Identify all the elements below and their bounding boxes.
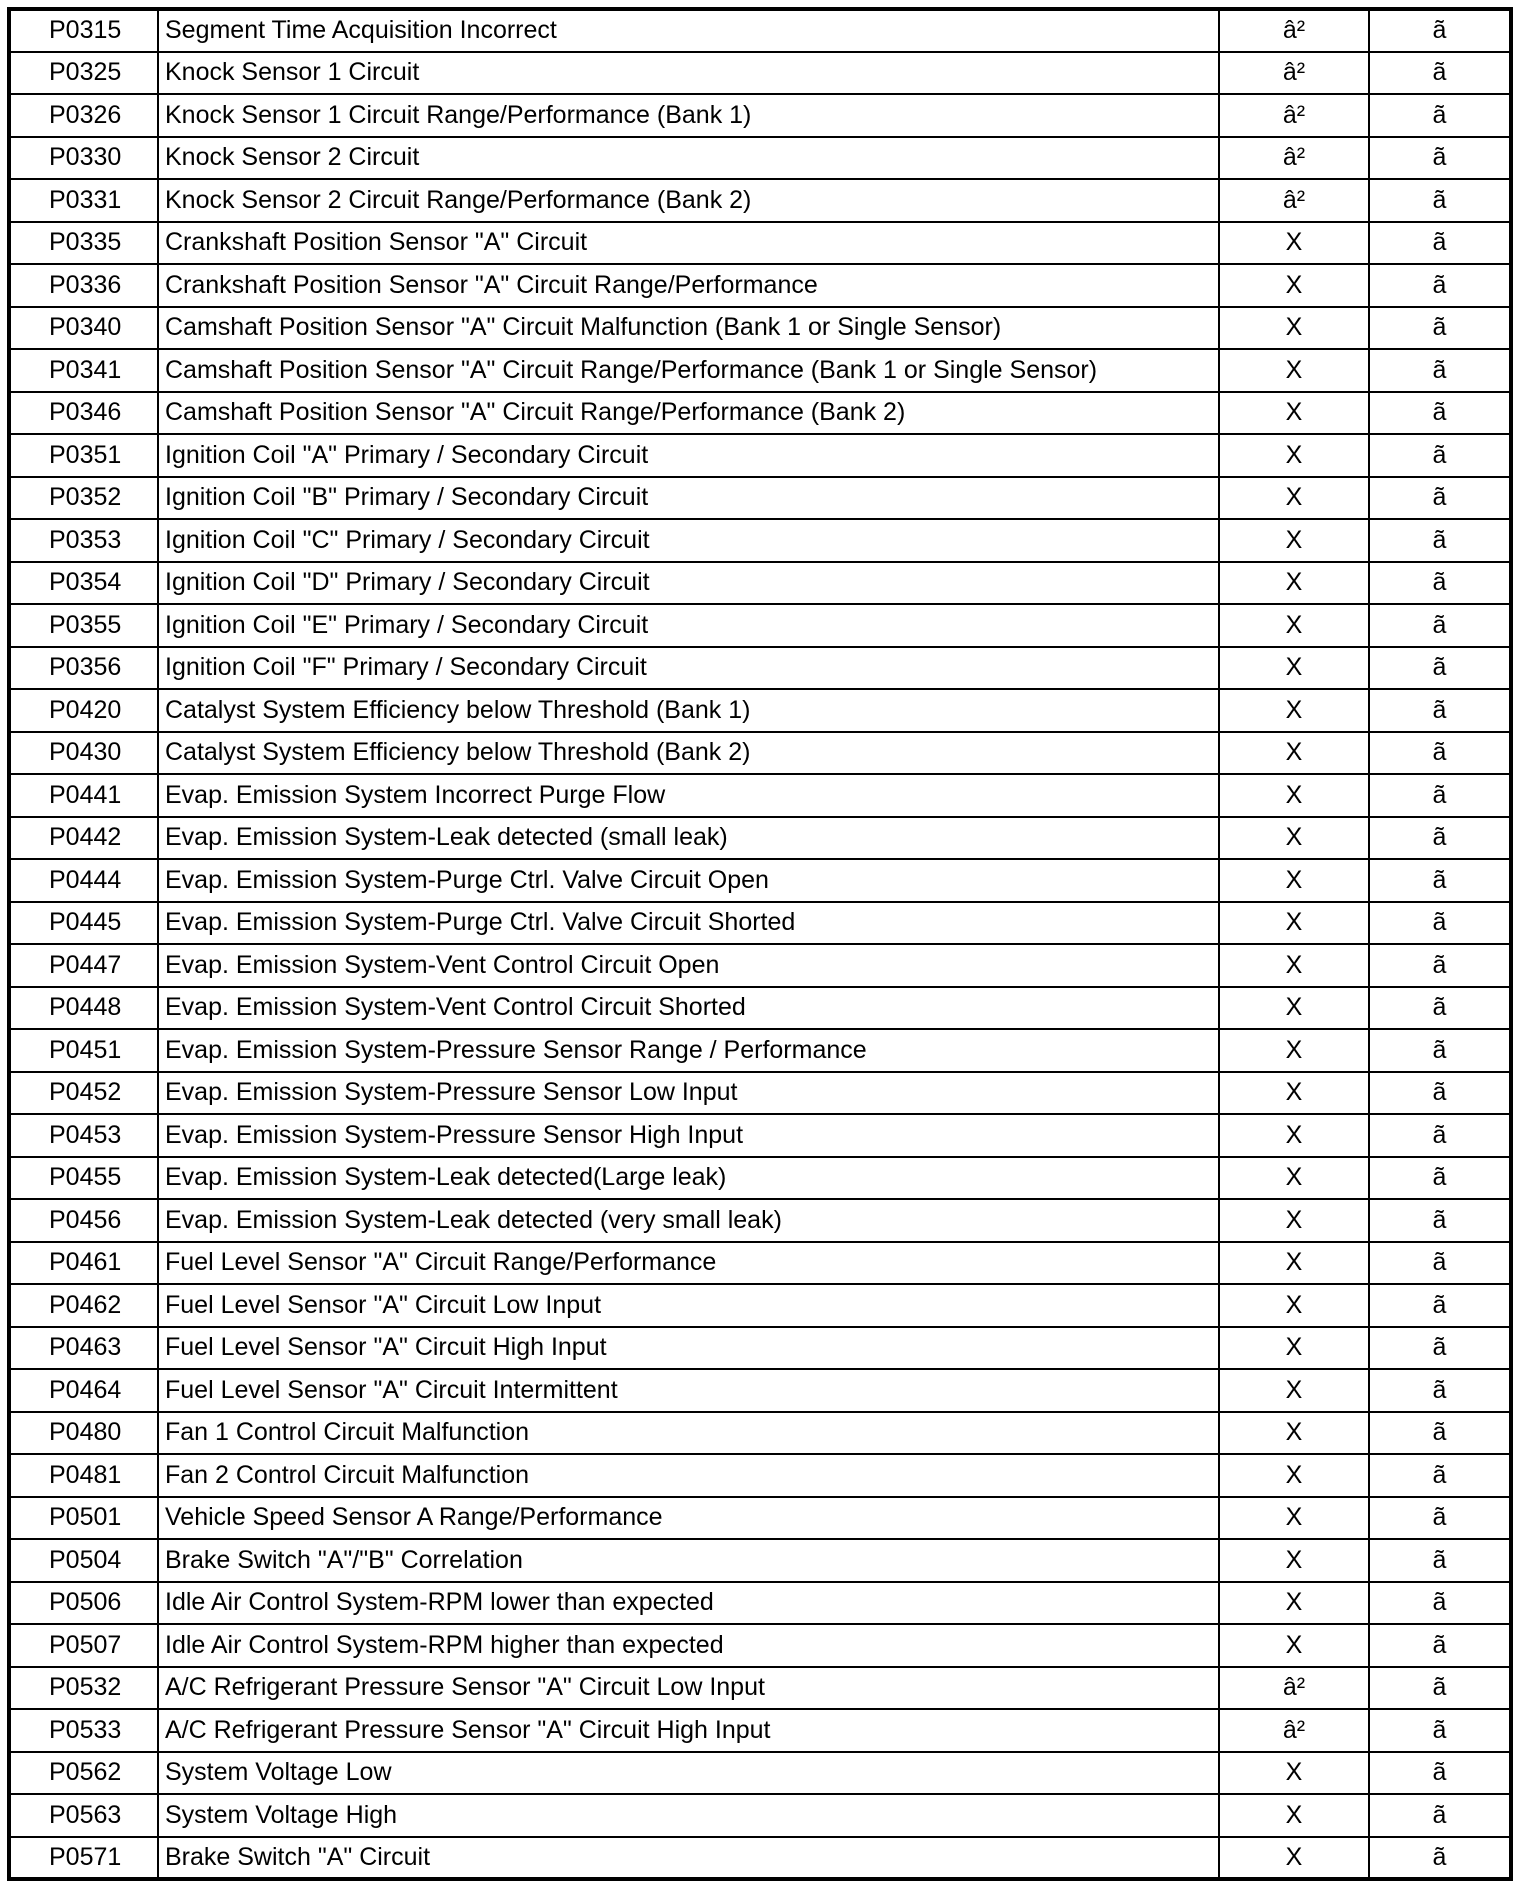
dtc-description-cell: A/C Refrigerant Pressure Sensor "A" Circuit High Input: [158, 1709, 1219, 1752]
dtc-description-cell: Evap. Emission System-Purge Ctrl. Valve Circuit Open: [158, 859, 1219, 902]
dtc-code-cell: P0352: [9, 477, 158, 520]
dtc-description-cell: Fan 2 Control Circuit Malfunction: [158, 1454, 1219, 1497]
table-row: [9, 392, 1511, 435]
dtc-description-cell: Segment Time Acquisition Incorrect: [158, 9, 1219, 52]
status-mark-cell-2: ã: [1369, 1029, 1511, 1072]
table-row: [9, 179, 1511, 222]
status-mark-cell-2: ã: [1369, 1497, 1511, 1540]
table-row: [9, 1199, 1511, 1242]
dtc-code-cell: P0453: [9, 1114, 158, 1157]
table-row: [9, 1072, 1511, 1115]
table-row: [9, 1157, 1511, 1200]
status-mark-cell: X: [1219, 1794, 1369, 1837]
status-mark-cell: X: [1219, 562, 1369, 605]
dtc-description-cell: Knock Sensor 2 Circuit: [158, 137, 1219, 180]
status-mark-cell-2: ã: [1369, 1539, 1511, 1582]
status-mark-cell-2: ã: [1369, 264, 1511, 307]
dtc-code-cell: P0480: [9, 1412, 158, 1455]
status-mark-cell: â²: [1219, 179, 1369, 222]
status-mark-cell: â²: [1219, 1667, 1369, 1710]
dtc-description-cell: Fuel Level Sensor "A" Circuit Low Input: [158, 1284, 1219, 1327]
status-mark-cell-2: ã: [1369, 1242, 1511, 1285]
dtc-code-cell: P0355: [9, 604, 158, 647]
dtc-description-cell: Idle Air Control System-RPM higher than expected: [158, 1624, 1219, 1667]
table-row: [9, 1284, 1511, 1327]
dtc-code-cell: P0571: [9, 1837, 158, 1880]
status-mark-cell-2: ã: [1369, 902, 1511, 945]
dtc-code-cell: P0336: [9, 264, 158, 307]
dtc-code-cell: P0462: [9, 1284, 158, 1327]
dtc-code-cell: P0341: [9, 349, 158, 392]
dtc-code-cell: P0340: [9, 307, 158, 350]
status-mark-cell-2: ã: [1369, 1157, 1511, 1200]
dtc-code-cell: P0481: [9, 1454, 158, 1497]
status-mark-cell-2: ã: [1369, 1114, 1511, 1157]
dtc-description-cell: Brake Switch "A"/"B" Correlation: [158, 1539, 1219, 1582]
dtc-description-cell: Ignition Coil "A" Primary / Secondary Circuit: [158, 434, 1219, 477]
table-row: [9, 1369, 1511, 1412]
status-mark-cell: X: [1219, 1497, 1369, 1540]
dtc-description-cell: Catalyst System Efficiency below Threshold (Bank 1): [158, 689, 1219, 732]
dtc-description-cell: Crankshaft Position Sensor "A" Circuit: [158, 222, 1219, 265]
dtc-code-cell: P0532: [9, 1667, 158, 1710]
table-row: [9, 817, 1511, 860]
status-mark-cell-2: ã: [1369, 1412, 1511, 1455]
table-row: [9, 1624, 1511, 1667]
table-row: [9, 1497, 1511, 1540]
dtc-description-cell: Catalyst System Efficiency below Threshold (Bank 2): [158, 732, 1219, 775]
status-mark-cell: X: [1219, 1199, 1369, 1242]
status-mark-cell-2: ã: [1369, 179, 1511, 222]
dtc-description-cell: Camshaft Position Sensor "A" Circuit Malfunction (Bank 1 or Single Sensor): [158, 307, 1219, 350]
status-mark-cell: X: [1219, 1624, 1369, 1667]
dtc-code-cell: P0315: [9, 9, 158, 52]
dtc-description-cell: Ignition Coil "C" Primary / Secondary Circuit: [158, 519, 1219, 562]
dtc-description-cell: Ignition Coil "E" Primary / Secondary Circuit: [158, 604, 1219, 647]
dtc-description-cell: Evap. Emission System-Leak detected (small leak): [158, 817, 1219, 860]
status-mark-cell-2: ã: [1369, 647, 1511, 690]
status-mark-cell-2: ã: [1369, 1369, 1511, 1412]
status-mark-cell-2: ã: [1369, 1667, 1511, 1710]
dtc-code-cell: P0506: [9, 1582, 158, 1625]
status-mark-cell: X: [1219, 222, 1369, 265]
dtc-code-cell: P0533: [9, 1709, 158, 1752]
status-mark-cell-2: ã: [1369, 477, 1511, 520]
dtc-description-cell: Evap. Emission System-Leak detected (very small leak): [158, 1199, 1219, 1242]
status-mark-cell: X: [1219, 434, 1369, 477]
dtc-code-cell: P0356: [9, 647, 158, 690]
status-mark-cell: X: [1219, 1242, 1369, 1285]
dtc-code-cell: P0346: [9, 392, 158, 435]
dtc-description-cell: Vehicle Speed Sensor A Range/Performance: [158, 1497, 1219, 1540]
status-mark-cell-2: ã: [1369, 1072, 1511, 1115]
status-mark-cell: X: [1219, 647, 1369, 690]
status-mark-cell: X: [1219, 732, 1369, 775]
table-row: [9, 52, 1511, 95]
status-mark-cell: â²: [1219, 137, 1369, 180]
dtc-code-cell: P0331: [9, 179, 158, 222]
status-mark-cell: â²: [1219, 9, 1369, 52]
dtc-code-cell: P0430: [9, 732, 158, 775]
dtc-description-cell: A/C Refrigerant Pressure Sensor "A" Circuit Low Input: [158, 1667, 1219, 1710]
dtc-code-cell: P0448: [9, 987, 158, 1030]
status-mark-cell-2: ã: [1369, 94, 1511, 137]
status-mark-cell-2: ã: [1369, 307, 1511, 350]
status-mark-cell-2: ã: [1369, 434, 1511, 477]
dtc-description-cell: Fuel Level Sensor "A" Circuit Range/Performance: [158, 1242, 1219, 1285]
status-mark-cell: â²: [1219, 1709, 1369, 1752]
dtc-description-cell: Ignition Coil "D" Primary / Secondary Circuit: [158, 562, 1219, 605]
status-mark-cell-2: ã: [1369, 9, 1511, 52]
status-mark-cell-2: ã: [1369, 52, 1511, 95]
table-row: [9, 1709, 1511, 1752]
status-mark-cell: X: [1219, 1157, 1369, 1200]
table-row: [9, 222, 1511, 265]
dtc-table-body: [9, 9, 1511, 1879]
status-mark-cell: X: [1219, 774, 1369, 817]
status-mark-cell-2: ã: [1369, 1624, 1511, 1667]
table-row: [9, 1837, 1511, 1880]
status-mark-cell: â²: [1219, 52, 1369, 95]
dtc-description-cell: Evap. Emission System-Pressure Sensor Low Input: [158, 1072, 1219, 1115]
table-row: [9, 859, 1511, 902]
status-mark-cell-2: ã: [1369, 1837, 1511, 1880]
table-row: [9, 774, 1511, 817]
table-row: [9, 477, 1511, 520]
dtc-code-cell: P0354: [9, 562, 158, 605]
status-mark-cell: X: [1219, 689, 1369, 732]
status-mark-cell-2: ã: [1369, 562, 1511, 605]
table-row: [9, 1752, 1511, 1795]
status-mark-cell-2: ã: [1369, 1752, 1511, 1795]
dtc-description-cell: Evap. Emission System-Purge Ctrl. Valve Circuit Shorted: [158, 902, 1219, 945]
table-row: [9, 1539, 1511, 1582]
table-row: [9, 562, 1511, 605]
status-mark-cell: X: [1219, 817, 1369, 860]
table-row: [9, 647, 1511, 690]
table-row: [9, 137, 1511, 180]
dtc-description-cell: Evap. Emission System-Vent Control Circuit Open: [158, 944, 1219, 987]
dtc-code-cell: P0456: [9, 1199, 158, 1242]
dtc-code-cell: P0463: [9, 1327, 158, 1370]
dtc-description-cell: Knock Sensor 1 Circuit: [158, 52, 1219, 95]
dtc-description-cell: Evap. Emission System-Vent Control Circuit Shorted: [158, 987, 1219, 1030]
status-mark-cell-2: ã: [1369, 1582, 1511, 1625]
status-mark-cell: X: [1219, 604, 1369, 647]
dtc-description-cell: Knock Sensor 1 Circuit Range/Performance (Bank 1): [158, 94, 1219, 137]
status-mark-cell-2: ã: [1369, 519, 1511, 562]
table-row: [9, 944, 1511, 987]
table-row: [9, 1242, 1511, 1285]
table-row: [9, 1454, 1511, 1497]
dtc-description-cell: Knock Sensor 2 Circuit Range/Performance (Bank 2): [158, 179, 1219, 222]
table-row: [9, 9, 1511, 52]
table-row: [9, 1114, 1511, 1157]
dtc-code-cell: P0451: [9, 1029, 158, 1072]
status-mark-cell-2: ã: [1369, 987, 1511, 1030]
dtc-code-cell: P0353: [9, 519, 158, 562]
dtc-code-cell: P0326: [9, 94, 158, 137]
dtc-code-cell: P0445: [9, 902, 158, 945]
status-mark-cell-2: ã: [1369, 944, 1511, 987]
table-row: [9, 519, 1511, 562]
status-mark-cell: X: [1219, 477, 1369, 520]
status-mark-cell-2: ã: [1369, 392, 1511, 435]
dtc-description-cell: Evap. Emission System-Pressure Sensor High Input: [158, 1114, 1219, 1157]
status-mark-cell-2: ã: [1369, 1709, 1511, 1752]
status-mark-cell-2: ã: [1369, 222, 1511, 265]
table-row: [9, 1029, 1511, 1072]
dtc-description-cell: Camshaft Position Sensor "A" Circuit Range/Performance (Bank 2): [158, 392, 1219, 435]
status-mark-cell: X: [1219, 859, 1369, 902]
dtc-code-cell: P0447: [9, 944, 158, 987]
dtc-code-cell: P0335: [9, 222, 158, 265]
dtc-description-cell: Evap. Emission System-Pressure Sensor Range / Performance: [158, 1029, 1219, 1072]
status-mark-cell: X: [1219, 1114, 1369, 1157]
dtc-description-cell: Fuel Level Sensor "A" Circuit Intermittent: [158, 1369, 1219, 1412]
status-mark-cell: X: [1219, 1752, 1369, 1795]
table-row: [9, 902, 1511, 945]
status-mark-cell-2: ã: [1369, 137, 1511, 180]
dtc-code-cell: P0442: [9, 817, 158, 860]
status-mark-cell-2: ã: [1369, 349, 1511, 392]
status-mark-cell-2: ã: [1369, 604, 1511, 647]
status-mark-cell: X: [1219, 349, 1369, 392]
dtc-code-cell: P0563: [9, 1794, 158, 1837]
dtc-description-cell: Evap. Emission System Incorrect Purge Flow: [158, 774, 1219, 817]
table-row: [9, 307, 1511, 350]
dtc-description-cell: Ignition Coil "F" Primary / Secondary Circuit: [158, 647, 1219, 690]
status-mark-cell-2: ã: [1369, 732, 1511, 775]
status-mark-cell: X: [1219, 902, 1369, 945]
status-mark-cell: X: [1219, 987, 1369, 1030]
table-row: [9, 689, 1511, 732]
dtc-description-cell: Crankshaft Position Sensor "A" Circuit Range/Performance: [158, 264, 1219, 307]
status-mark-cell: X: [1219, 1582, 1369, 1625]
dtc-code-cell: P0461: [9, 1242, 158, 1285]
dtc-code-cell: P0325: [9, 52, 158, 95]
status-mark-cell: X: [1219, 519, 1369, 562]
table-row: [9, 1327, 1511, 1370]
status-mark-cell: X: [1219, 1369, 1369, 1412]
dtc-description-cell: Ignition Coil "B" Primary / Secondary Circuit: [158, 477, 1219, 520]
status-mark-cell: â²: [1219, 94, 1369, 137]
dtc-description-cell: Fan 1 Control Circuit Malfunction: [158, 1412, 1219, 1455]
table-row: [9, 732, 1511, 775]
dtc-description-cell: Brake Switch "A" Circuit: [158, 1837, 1219, 1880]
dtc-description-cell: System Voltage Low: [158, 1752, 1219, 1795]
dtc-code-cell: P0444: [9, 859, 158, 902]
status-mark-cell: X: [1219, 1284, 1369, 1327]
table-row: [9, 349, 1511, 392]
table-row: [9, 1794, 1511, 1837]
status-mark-cell: X: [1219, 1539, 1369, 1582]
status-mark-cell-2: ã: [1369, 1454, 1511, 1497]
status-mark-cell-2: ã: [1369, 1327, 1511, 1370]
status-mark-cell-2: ã: [1369, 1199, 1511, 1242]
dtc-code-cell: P0501: [9, 1497, 158, 1540]
status-mark-cell: X: [1219, 1454, 1369, 1497]
table-row: [9, 1667, 1511, 1710]
status-mark-cell: X: [1219, 1837, 1369, 1880]
status-mark-cell-2: ã: [1369, 817, 1511, 860]
status-mark-cell: X: [1219, 1072, 1369, 1115]
table-row: [9, 604, 1511, 647]
status-mark-cell-2: ã: [1369, 859, 1511, 902]
dtc-code-cell: P0351: [9, 434, 158, 477]
dtc-code-cell: P0455: [9, 1157, 158, 1200]
dtc-code-cell: P0507: [9, 1624, 158, 1667]
status-mark-cell: X: [1219, 944, 1369, 987]
dtc-code-cell: P0464: [9, 1369, 158, 1412]
table-row: [9, 1582, 1511, 1625]
table-row: [9, 1412, 1511, 1455]
dtc-code-cell: P0330: [9, 137, 158, 180]
status-mark-cell: X: [1219, 1029, 1369, 1072]
dtc-code-cell: P0452: [9, 1072, 158, 1115]
dtc-code-cell: P0441: [9, 774, 158, 817]
status-mark-cell-2: ã: [1369, 689, 1511, 732]
status-mark-cell: X: [1219, 1412, 1369, 1455]
dtc-description-cell: Idle Air Control System-RPM lower than expected: [158, 1582, 1219, 1625]
table-row: [9, 434, 1511, 477]
status-mark-cell: X: [1219, 307, 1369, 350]
dtc-description-cell: Fuel Level Sensor "A" Circuit High Input: [158, 1327, 1219, 1370]
table-row: [9, 987, 1511, 1030]
status-mark-cell-2: ã: [1369, 1794, 1511, 1837]
table-row: [9, 264, 1511, 307]
dtc-code-cell: P0562: [9, 1752, 158, 1795]
dtc-description-cell: Camshaft Position Sensor "A" Circuit Range/Performance (Bank 1 or Single Sensor): [158, 349, 1219, 392]
status-mark-cell: X: [1219, 1327, 1369, 1370]
dtc-code-cell: P0420: [9, 689, 158, 732]
dtc-description-cell: Evap. Emission System-Leak detected(Large leak): [158, 1157, 1219, 1200]
dtc-table: [7, 7, 1513, 1881]
status-mark-cell: X: [1219, 264, 1369, 307]
dtc-description-cell: System Voltage High: [158, 1794, 1219, 1837]
status-mark-cell-2: ã: [1369, 1284, 1511, 1327]
dtc-code-cell: P0504: [9, 1539, 158, 1582]
table-row: [9, 94, 1511, 137]
status-mark-cell: X: [1219, 392, 1369, 435]
status-mark-cell-2: ã: [1369, 774, 1511, 817]
